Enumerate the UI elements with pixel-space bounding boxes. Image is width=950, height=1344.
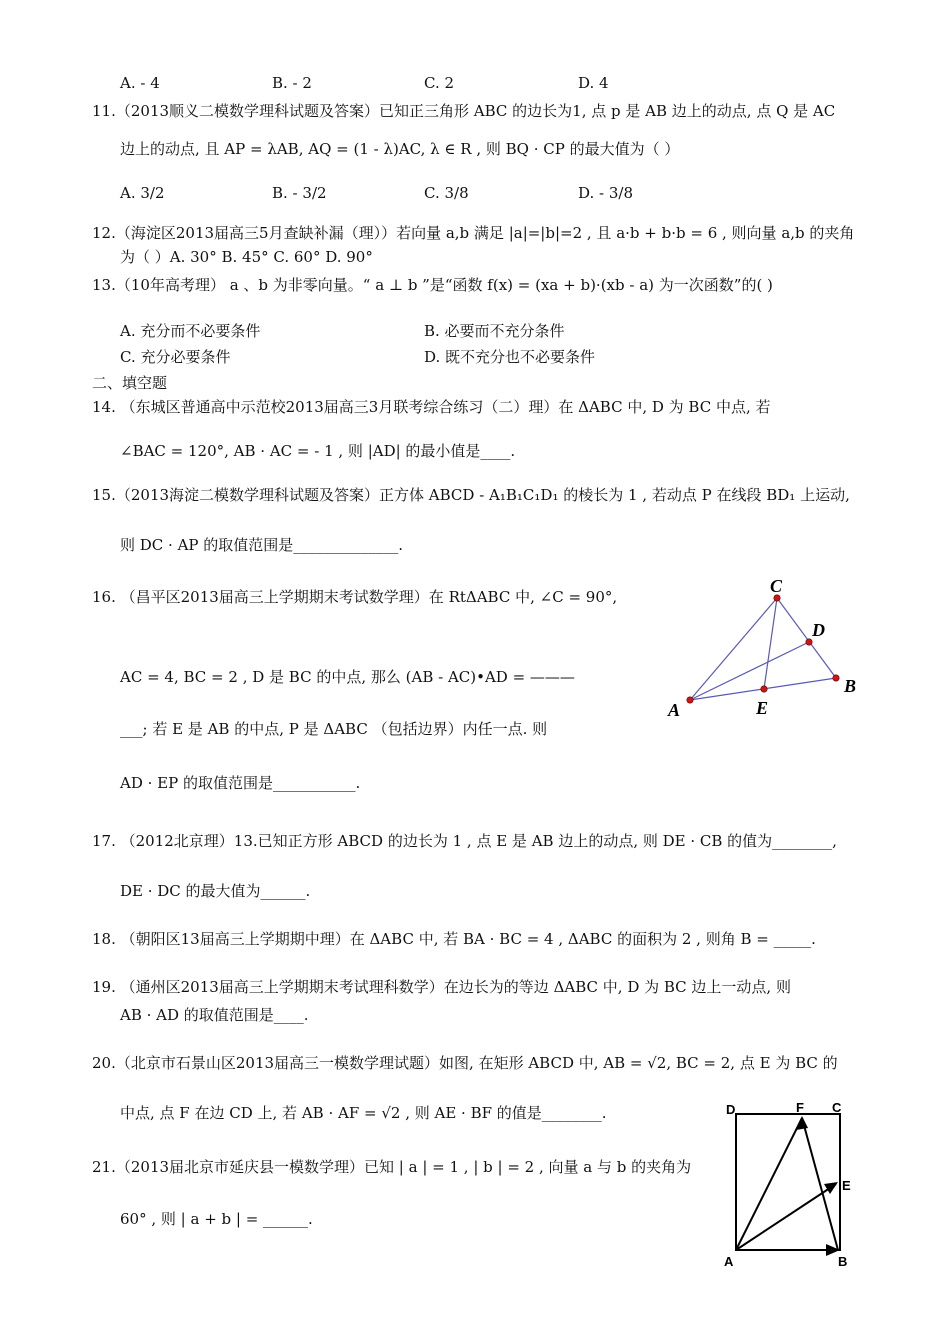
label-c: C — [832, 1100, 842, 1115]
q11-option-b: B. - 3/2 — [272, 184, 327, 202]
q13-option-c: C. 充分必要条件 — [120, 348, 231, 366]
q10-option-c: C. 2 — [424, 74, 455, 92]
label-b: B — [838, 1254, 848, 1269]
q12-line2: 为（ ）A. 30° B. 45° C. 60° D. 90° — [120, 248, 373, 266]
q15-line2: 则 DC · AP 的取值范围是______________. — [120, 536, 404, 554]
q16-line3: ___; 若 E 是 AB 的中点, P 是 ΔABC （包括边界）内任一点. 则 — [120, 720, 548, 738]
q11-line1: 11.（2013顺义二模数学理科试题及答案）已知正三角形 ABC 的边长为1, 点 p 是 AB 边上的动点, 点 Q 是 AC — [92, 102, 836, 120]
section-heading-fill-in: 二、填空题 — [92, 374, 168, 392]
q16-line4: AD · EP 的取值范围是___________. — [120, 774, 361, 792]
q13-option-a: A. 充分而不必要条件 — [120, 322, 261, 340]
label-e: E — [842, 1178, 851, 1193]
label-d: D — [812, 620, 825, 640]
label-a: A — [724, 1254, 734, 1269]
q11-option-c: C. 3/8 — [424, 184, 469, 202]
vector-af — [736, 1118, 802, 1250]
q15-line1: 15.（2013海淀二模数学理科试题及答案）正方体 ABCD - A₁B₁C₁D₁ 的棱长为 1 , 若动点 P 在线段 BD₁ 上运动, — [92, 486, 850, 504]
q11-line2: 边上的动点, 且 AP = λAB, AQ = (1 - λ)AC, λ ∈ R , 则 BQ · CP 的最大值为（ ） — [120, 140, 680, 158]
q16-line1: 16. （昌平区2013届高三上学期期末考试数学理）在 RtΔABC 中, ∠C = 90°, — [92, 588, 618, 606]
q19-line1: 19. （通州区2013届高三上学期期末考试理科数学）在边长为的等边 ΔABC 中, D 为 BC 边上一动点, 则 — [92, 978, 791, 996]
q11-option-a: A. 3/2 — [120, 184, 165, 202]
q14-line1: 14. （东城区普通高中示范校2013届高三3月联考综合练习（二）理）在 ΔABC 中, D 为 BC 中点, 若 — [92, 398, 771, 416]
arrowhead-f — [796, 1116, 808, 1130]
q18-line1: 18. （朝阳区13届高三上学期期中理）在 ΔABC 中, 若 BA · BC = 4 , ΔABC 的面积为 2 , 则角 B = _____. — [92, 930, 816, 948]
triangle-figure — [660, 572, 900, 722]
point-a — [687, 697, 693, 703]
q14-line2: ∠BAC = 120°, AB · AC = - 1 , 则 |AD| 的最小值是____. — [120, 442, 516, 460]
label-f: F — [796, 1100, 804, 1115]
q10-option-d: D. 4 — [578, 74, 609, 92]
q13-line1: 13.（10年高考理） a 、b 为非零向量。“ a ⊥ b ”是“函数 f(x) = (xa + b)·(xb - a) 为一次函数”的( ) — [92, 276, 773, 294]
point-e — [761, 686, 767, 692]
rect-abcd — [736, 1114, 840, 1250]
vector-ae — [736, 1184, 836, 1250]
q13-option-b: B. 必要而不充分条件 — [424, 322, 565, 340]
q17-line1: 17. （2012北京理）13.已知正方形 ABCD 的边长为 1 , 点 E 是 AB 边上的动点, 则 DE · CB 的值为________, — [92, 832, 837, 850]
label-b: B — [844, 676, 857, 696]
q17-line2: DE · DC 的最大值为______. — [120, 882, 311, 900]
arrowhead-e — [824, 1182, 838, 1194]
label-a: A — [668, 700, 681, 720]
rectangle-figure — [718, 1100, 868, 1270]
q10-option-b: B. - 2 — [272, 74, 312, 92]
label-c: C — [770, 576, 783, 596]
q19-line2: AB · AD 的取值范围是____. — [120, 1006, 309, 1024]
q21-line2: 60° , 则 | a + b | = ______. — [120, 1210, 313, 1228]
label-d: D — [726, 1102, 736, 1117]
edge-ca — [690, 598, 777, 700]
q20-line2: 中点, 点 F 在边 CD 上, 若 AB · AF = √2 , 则 AE · BF 的值是________. — [120, 1104, 607, 1122]
q21-line1: 21.（2013届北京市延庆县一模数学理）已知 | a | = 1 , | b | = 2 , 向量 a 与 b 的夹角为 — [92, 1158, 692, 1176]
q20-line1: 20.（北京市石景山区2013届高三一模数学理试题）如图, 在矩形 ABCD 中, AB = √2, BC = 2, 点 E 为 BC 的 — [92, 1054, 838, 1072]
q12-line1: 12.（海淀区2013届高三5月查缺补漏（理））若向量 a,b 满足 |a|=|b|=2 , 且 a·b + b·b = 6 , 则向量 a,b 的夹角 — [92, 224, 855, 242]
q10-option-a: A. - 4 — [120, 74, 160, 92]
q16-line2: AC = 4, BC = 2 , D 是 BC 的中点, 那么 (AB - AC)•AD = ——— — [120, 668, 575, 686]
q11-option-d: D. - 3/8 — [578, 184, 634, 202]
label-e: E — [756, 698, 769, 718]
q13-option-d: D. 既不充分也不必要条件 — [424, 348, 596, 366]
edge-cb — [777, 598, 836, 678]
point-b — [833, 675, 839, 681]
